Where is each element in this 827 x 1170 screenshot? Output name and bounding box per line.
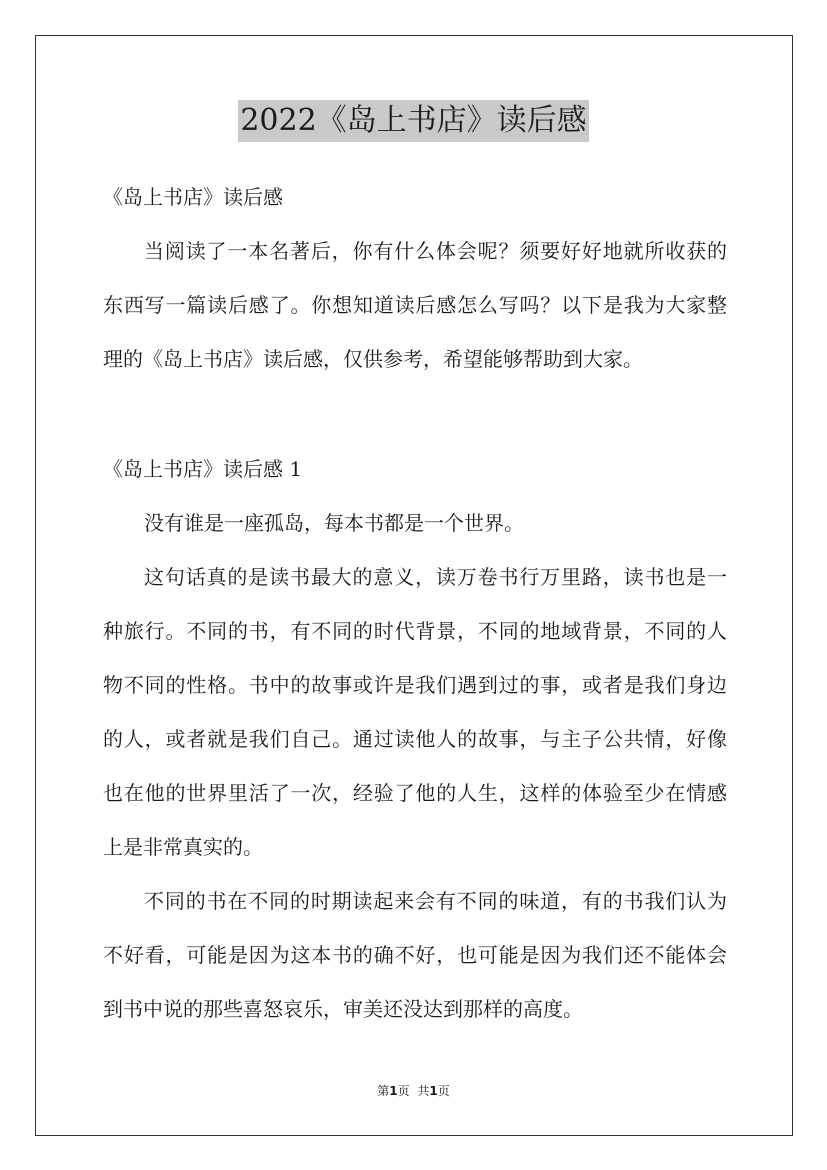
- title-container: [0, 100, 827, 142]
- paragraph-line: 不同的书在不同的时期读起来会有不同的味道，有的书我们认为: [144, 889, 727, 913]
- intro-line: 当阅读了一本名著后，你有什么体会呢？须要好好地就所收获的: [144, 239, 727, 263]
- paragraph-line: 种旅行。不同的书，有不同的时代背景，不同的地域背景，不同的人: [103, 619, 727, 643]
- paragraph-line: 不好看，可能是因为这本书的确不好，也可能是因为我们还不能体会: [103, 943, 727, 967]
- document-title: 2022《岛上书店》读后感: [238, 100, 588, 142]
- paragraph-line: 上是非常真实的。: [103, 835, 263, 859]
- page-footer: [0, 1082, 827, 1100]
- total-suffix: 页: [437, 1084, 450, 1098]
- document-body: [103, 170, 727, 1036]
- section-heading: 《岛上书店》读后感 1: [103, 457, 303, 481]
- paragraph-line: 也在他的世界里活了一次，经验了他的人生，这样的体验至少在情感: [103, 781, 727, 805]
- spacer: [103, 386, 727, 442]
- paragraph-line: 到书中说的那些喜怒哀乐，审美还没达到那样的高度。: [103, 997, 583, 1021]
- intro-line: 东西写一篇读后感了。你想知道读后感怎么写吗？以下是我为大家整: [103, 293, 727, 317]
- paragraph-line: 物不同的性格。书中的故事或许是我们遇到过的事，或者是我们身边: [103, 673, 727, 697]
- paragraph-line: 这句话真的是读书最大的意义，读万卷书行万里路，读书也是一: [144, 565, 727, 589]
- total-prefix: 共: [417, 1084, 430, 1098]
- total-pages: 1: [429, 1084, 438, 1098]
- intro-line: 理的《岛上书店》读后感，仅供参考，希望能够帮助到大家。: [103, 347, 643, 371]
- intro-heading: 《岛上书店》读后感: [103, 185, 283, 209]
- page-prefix: 第: [377, 1084, 390, 1098]
- paragraph-line: 没有谁是一座孤岛，每本书都是一个世界。: [144, 511, 524, 535]
- paragraph-line: 的人，或者就是我们自己。通过读他人的故事，与主子公共情，好像: [103, 727, 727, 751]
- page-number: 1: [389, 1084, 398, 1098]
- page-suffix: 页: [397, 1084, 410, 1098]
